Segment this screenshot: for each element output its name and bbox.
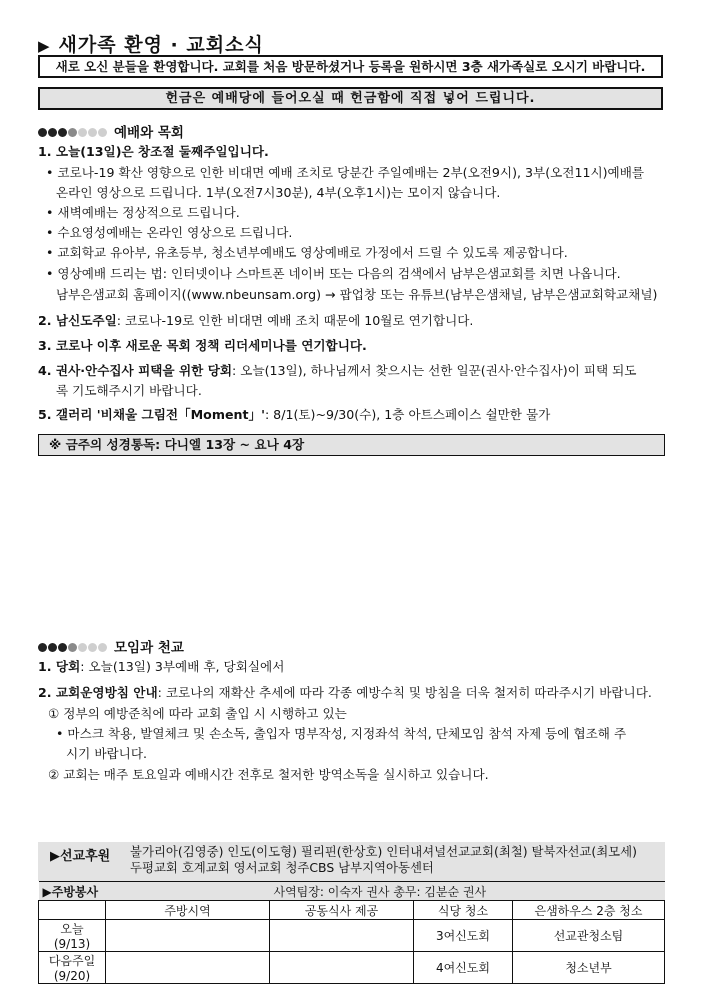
table-row	[39, 920, 665, 952]
table-header-row	[39, 901, 665, 920]
welcome-notice: 새로 오신 분들을 환영합니다. 교회를 처음 방문하셨거나 등록을 원하시면 3층 새가족실로 오시기 바랍니다.	[38, 55, 663, 78]
gathering-item-2: 2. 교회운영방침 안내: 코로나의 재확산 추세에 따라 각종 예방수칙 및 방침을 더욱 철저히 따라주시기 바랍니다.	[38, 685, 652, 700]
table-header: 식당 청소	[414, 901, 513, 920]
list-item: 남부은샘교회 홈페이지((www.nbeunsam.org) → 팝업창 또는 유튜브(남부은샘채널, 남부은샘교회학교채널)	[56, 287, 658, 302]
worship-item-4-cont: 록 기도해주시기 바랍니다.	[56, 383, 202, 398]
table-cell	[106, 920, 270, 952]
list-item: • 새벽예배는 정상적으로 드립니다.	[46, 205, 240, 220]
section-heading-text: 예배와 목회	[114, 125, 184, 141]
gathering-item-1: 1. 당회: 오늘(13일) 3부예배 후, 당회실에서	[38, 659, 285, 674]
mission-line-2: 두평교회 호계교회 영서교회 청주CBS 남부지역아동센터	[130, 860, 434, 875]
mission-names	[130, 844, 637, 876]
table-cell: 다음주일(9/20)	[39, 952, 106, 984]
table-cell: 청소년부	[513, 952, 665, 984]
table-cell	[270, 920, 414, 952]
table-cell: 오늘(9/13)	[39, 920, 106, 952]
table-row	[39, 882, 665, 901]
worship-item-1: 1. 오늘(13일)은 창조절 둘째주일입니다.	[38, 144, 269, 159]
table-cell	[270, 952, 414, 984]
gathering-sub-1-bullet: • 마스크 착용, 발열체크 및 손소독, 출입자 명부작성, 지정좌석 착석, 단체모임 참석 자제 등에 협조해 주	[56, 726, 627, 741]
gathering-sub-1-cont: 시기 바랍니다.	[66, 746, 147, 761]
table-header: 주방시역	[106, 901, 270, 920]
section-heading-gathering	[38, 636, 184, 656]
bullet-dots-icon	[38, 125, 108, 141]
list-item: • 코로나-19 확산 영향으로 인한 비대면 예배 조치로 당분간 주일예배는 2부(오전9시), 3부(오전11시)예배를	[46, 165, 645, 180]
gathering-sub-1: ① 정부의 예방준칙에 따라 교회 출입 시 시행하고 있는	[48, 706, 347, 721]
bullet-dots-icon	[38, 640, 108, 656]
kitchen-duty-table	[38, 881, 665, 984]
duty-leaders: 사역팀장: 이숙자 권사 총무: 김분순 권사	[270, 882, 665, 901]
table-header: 공동식사 제공	[270, 901, 414, 920]
duty-label: ▶주방봉사	[39, 882, 270, 901]
page-title-text: 새가족 환영 · 교회소식	[58, 34, 264, 56]
table-cell: 선교관청소팀	[513, 920, 665, 952]
table-cell: 4여신도회	[414, 952, 513, 984]
worship-item-2: 2. 남신도주일: 코로나-19로 인한 비대면 예배 조치 때문에 10월로 연기합니다.	[38, 313, 474, 328]
table-header	[39, 901, 106, 920]
section-heading-worship	[38, 121, 184, 141]
mission-line-1: 불가리아(김영중) 인도(이도형) 필리핀(한상호) 인터내셔널선교교회(최철) 탈북자선교(최모세)	[130, 844, 637, 859]
table-header: 은샘하우스 2층 청소	[513, 901, 665, 920]
arrow-icon: ▶	[38, 37, 51, 55]
mission-support-box	[38, 842, 665, 881]
worship-item-5: 5. 갤러리 '비채울 그림전「Moment」': 8/1(토)~9/30(수), 1층 아트스페이스 쉴만한 물가	[38, 407, 551, 422]
list-item: • 영상예배 드리는 법: 인터넷이나 스마트폰 네이버 또는 다음의 검색에서 남부은샘교회를 치면 나옵니다.	[46, 266, 621, 281]
list-item: • 수요영성예배는 온라인 영상으로 드립니다.	[46, 225, 293, 240]
table-cell	[106, 952, 270, 984]
worship-item-3: 3. 코로나 이후 새로운 목회 정책 리더세미나를 연기합니다.	[38, 338, 367, 353]
bible-reading-box: ※ 금주의 성경통독: 다니엘 13장 ~ 요나 4장	[38, 434, 665, 456]
offering-notice: 헌금은 예배당에 들어오실 때 헌금함에 직접 넣어 드립니다.	[38, 87, 663, 110]
list-item: • 교회학교 유아부, 유초등부, 청소년부예배도 영상예배로 가정에서 드릴 수 있도록 제공합니다.	[46, 245, 568, 260]
section-heading-text: 모임과 천교	[114, 640, 184, 656]
table-cell: 3여신도회	[414, 920, 513, 952]
page-title	[38, 30, 264, 57]
list-item: 온라인 영상으로 드립니다. 1부(오전7시30분), 4부(오후1시)는 모이지 않습니다.	[56, 185, 501, 200]
worship-item-4: 4. 권사·안수집사 피택을 위한 당회: 오늘(13일), 하나님께서 찾으시는 선한 일꾼(권사·안수집사)이 피택 되도	[38, 363, 637, 378]
mission-label: ▶선교후원	[50, 849, 111, 864]
table-row	[39, 952, 665, 984]
gathering-sub-2: ② 교회는 매주 토요일과 예배시간 전후로 철저한 방역소독을 실시하고 있습니다.	[48, 767, 489, 782]
